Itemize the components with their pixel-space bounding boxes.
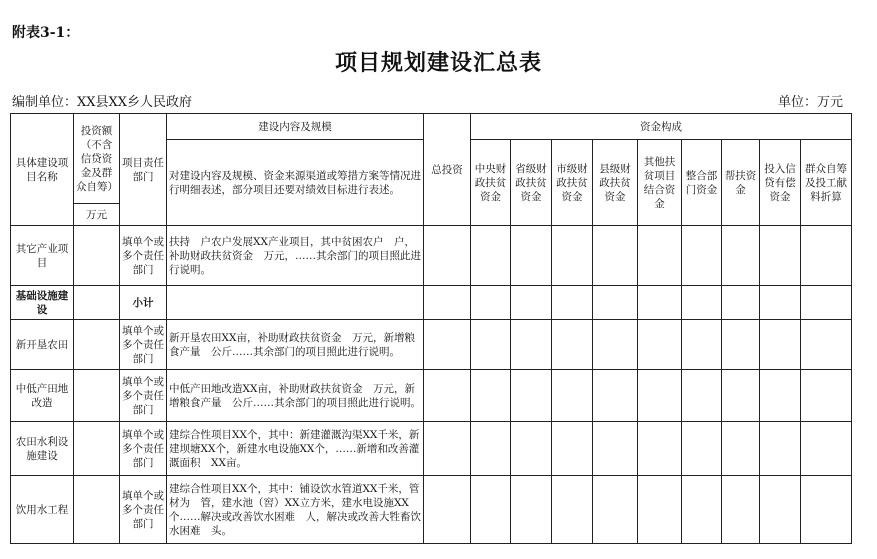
table-row [11,286,852,320]
header-content-desc: 对建设内容及规模、资金来源渠道或筹措方案等情况进行明细表述，部分项目还要对绩效目标进行表述。 [167,140,424,226]
row-department: 填单个或多个责任部门 [120,422,167,476]
row-content: 新开垦农田XX亩，补助财政扶贫资金 万元，新增粮食产量 公斤……其余部门的项目照此进行说明。 [167,320,424,370]
header-department: 项目责任部门 [120,114,167,226]
row-department: 填单个或多个责任部门 [120,320,167,370]
row-name: 中低产田地改造 [11,370,74,422]
row-department: 小计 [120,286,167,320]
row-department: 填单个或多个责任部门 [120,226,167,286]
currency-unit: 单位：万元 [777,95,843,110]
row-content: 建综合性项目XX个，其中：新建灌溉沟渠XX千米，新建坝塘XX个，新建水电设施XX个，……新增和改善灌溉面积 XX亩。 [167,422,424,476]
row-investment [74,286,120,320]
header-fund-city: 市级财政扶贫资金 [552,140,593,226]
row-investment [74,476,120,544]
row-investment [74,320,120,370]
row-name: 饮用水工程 [11,476,74,544]
header-content-group: 建设内容及规模 [167,114,424,140]
header-fund-central: 中央财政扶贫资金 [471,140,511,226]
header-investment: 投资额（不含信贷资金及群众自筹） [74,114,120,204]
header-fund-province: 省级财政扶贫资金 [511,140,552,226]
row-department: 填单个或多个责任部门 [120,476,167,544]
table-row [11,422,852,476]
row-department: 填单个或多个责任部门 [120,370,167,422]
row-name: 其它产业项目 [11,226,74,286]
row-name: 新开垦农田 [11,320,74,370]
header-fund-credit: 投入信贷有偿资金 [760,140,801,226]
table-row [11,370,852,422]
row-name: 基础设施建设 [11,286,74,320]
header-total: 总投资 [424,114,471,226]
appendix-label: 附表3-1： [12,25,80,41]
row-content [167,286,424,320]
header-fund-assistance: 帮扶资金 [722,140,760,226]
row-name: 农田水利设施建设 [11,422,74,476]
header-fund-county: 县级财政扶贫资金 [593,140,638,226]
table-row [11,226,852,286]
row-investment [74,422,120,476]
row-investment [74,370,120,422]
row-investment [74,226,120,286]
summary-table [10,113,852,544]
table-row [11,320,852,370]
header-project-name: 具体建设项目名称 [11,114,74,226]
page-title: 项目规划建设汇总表 [334,50,542,76]
header-fund-other: 其他扶贫项目结合资金 [638,140,682,226]
row-content: 中低产田地改造XX亩，补助财政扶贫资金 万元，新增粮食产量 公斤……其余部门的项目照此进行说明。 [167,370,424,422]
header-fund-integrated: 整合部门资金 [682,140,722,226]
row-content: 建综合性项目XX个，其中：铺设饮水管道XX千米，管材为 管，建水池（窖）XX立方米，建水电设施XX个……解决或改善饮水困难 人，解决或改善大牲畜饮水困难 头。 [167,476,424,544]
header-fund-self: 群众自筹及投工献料折算 [801,140,852,226]
header-investment-unit: 万元 [74,204,120,226]
compiler-unit: 编制单位：XX县XX乡人民政府 [12,95,193,110]
header-funds-group: 资金构成 [471,114,852,140]
table-row [11,476,852,544]
row-content: 扶持 户农户发展XX产业项目，其中贫困农户 户，补助财政扶贫资金 万元，……其余部门的项目照此进行说明。 [167,226,424,286]
